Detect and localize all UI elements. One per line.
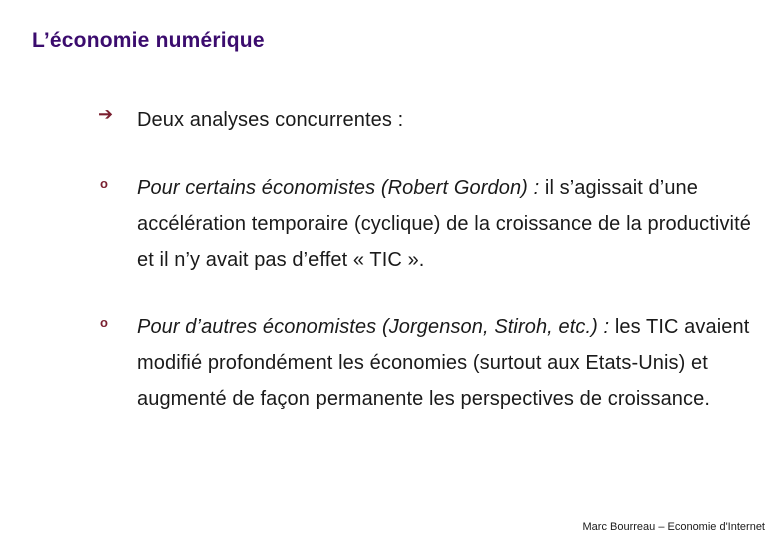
bullet-text bbox=[137, 170, 762, 278]
slide-footer: Marc Bourreau – Economie d'Internet bbox=[582, 521, 765, 533]
bullet-text-body: Deux analyses concurrentes : bbox=[137, 109, 404, 131]
slide-title: L’économie numérique bbox=[32, 29, 265, 52]
circle-bullet-icon: o bbox=[100, 176, 108, 191]
bullet-text-italic: Pour d’autres économistes (Jorgenson, Stiroh, etc.) : bbox=[137, 316, 610, 338]
bullet-text bbox=[137, 102, 762, 138]
bullet-text-body: les TIC avaient modifié profondément les économies (surtout aux Etats-Unis) et augmenté de façon permanente les perspectives de croissance. bbox=[137, 316, 750, 410]
bullet-text bbox=[137, 309, 762, 417]
bullet-text-italic: Pour certains économistes (Robert Gordon) : bbox=[137, 177, 540, 199]
arrow-bullet-icon: ➔ bbox=[98, 104, 114, 124]
bullet-text-body: il s’agissait d’une accélération temporaire (cyclique) de la croissance de la productivité et il n’y avait pas d’effet « TIC ». bbox=[137, 177, 751, 271]
circle-bullet-icon: o bbox=[100, 315, 108, 330]
